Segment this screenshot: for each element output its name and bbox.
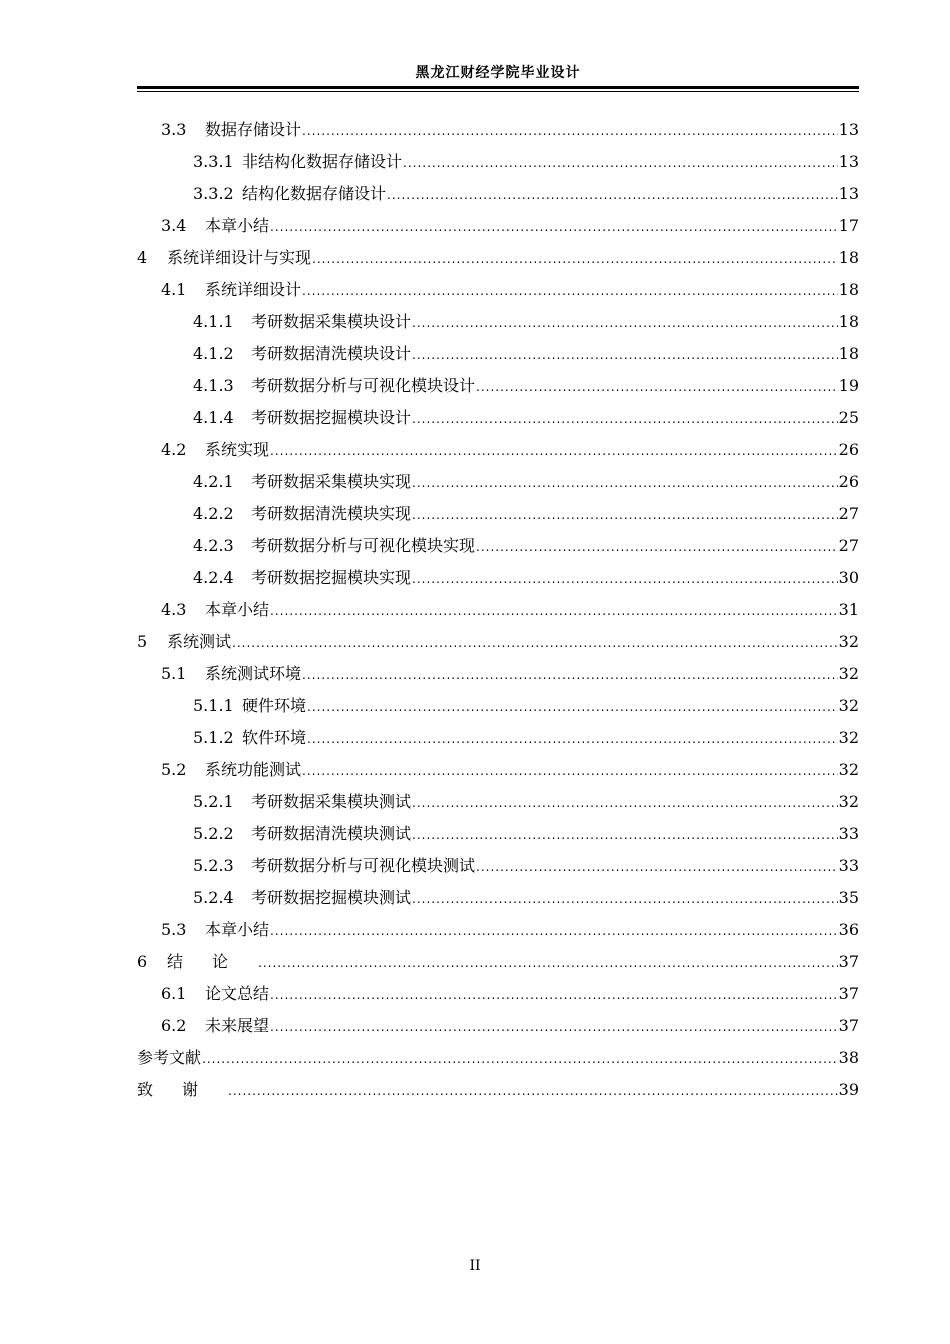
toc-dot-leader bbox=[258, 947, 838, 979]
toc-entry-page: 13 bbox=[838, 152, 859, 171]
toc-entry-page: 26 bbox=[838, 472, 859, 491]
toc-dot-leader bbox=[232, 627, 838, 659]
toc-entry[interactable] bbox=[137, 850, 859, 882]
toc-entry-page: 13 bbox=[838, 184, 859, 203]
toc-entry-page: 37 bbox=[838, 984, 859, 1003]
toc-entry-page: 33 bbox=[838, 856, 859, 875]
toc-entry-number: 5.1.1 bbox=[193, 696, 234, 715]
toc-entry-page: 37 bbox=[838, 952, 859, 971]
toc-entry-page: 18 bbox=[838, 312, 859, 331]
toc-entry-page: 25 bbox=[838, 408, 859, 427]
toc-entry-title: 考研数据采集模块设计 bbox=[251, 312, 412, 331]
toc-dot-leader bbox=[412, 499, 838, 531]
toc-entry-number: 5.2.1 bbox=[193, 792, 234, 811]
toc-entry-number: 6 bbox=[137, 952, 148, 971]
toc-dot-leader bbox=[270, 435, 838, 467]
toc-dot-leader bbox=[412, 819, 838, 851]
toc-entry[interactable] bbox=[137, 1042, 859, 1074]
toc-entry[interactable] bbox=[137, 114, 859, 146]
header-rule-thin bbox=[137, 91, 859, 92]
toc-entry[interactable] bbox=[137, 754, 859, 786]
toc-dot-leader bbox=[302, 755, 838, 787]
toc-entry-number: 4.1 bbox=[161, 280, 187, 299]
toc-entry-page: 32 bbox=[838, 664, 859, 683]
toc-entry-title: 系统测试 bbox=[167, 632, 232, 651]
toc-entry[interactable] bbox=[137, 466, 859, 498]
toc-entry-page: 18 bbox=[838, 344, 859, 363]
toc-entry-number: 3.3 bbox=[161, 120, 187, 139]
toc-entry-title: 本章小结 bbox=[205, 920, 270, 939]
toc-entry[interactable] bbox=[137, 786, 859, 818]
toc-entry-page: 32 bbox=[838, 632, 859, 651]
toc-dot-leader bbox=[302, 659, 838, 691]
toc-entry-page: 35 bbox=[838, 888, 859, 907]
toc-entry-number: 5.2.2 bbox=[193, 824, 234, 843]
toc-dot-leader bbox=[476, 851, 838, 883]
toc-entry[interactable] bbox=[137, 178, 859, 210]
toc-dot-leader bbox=[412, 403, 838, 435]
toc-entry[interactable] bbox=[137, 594, 859, 626]
toc-entry-page: 30 bbox=[838, 568, 859, 587]
toc-dot-leader bbox=[412, 339, 838, 371]
toc-entry-title: 考研数据采集模块测试 bbox=[251, 792, 412, 811]
toc-dot-leader bbox=[302, 275, 838, 307]
toc-entry-title: 系统详细设计与实现 bbox=[167, 248, 312, 267]
toc-entry-page: 18 bbox=[838, 248, 859, 267]
toc-dot-leader bbox=[270, 595, 838, 627]
toc-entry-title: 硬件环境 bbox=[242, 696, 307, 715]
toc-entry-number: 3.3.1 bbox=[193, 152, 234, 171]
toc-entry-page: 17 bbox=[838, 216, 859, 235]
toc-entry-page: 19 bbox=[838, 376, 859, 395]
toc-entry-number: 5.2.3 bbox=[193, 856, 234, 875]
toc-entry-title: 考研数据采集模块实现 bbox=[251, 472, 412, 491]
toc-entry[interactable] bbox=[137, 498, 859, 530]
toc-entry-title: 结论 bbox=[167, 952, 258, 971]
toc-entry-number: 4 bbox=[137, 248, 148, 267]
toc-entry-page: 27 bbox=[838, 504, 859, 523]
toc-entry-page: 39 bbox=[838, 1080, 859, 1099]
toc-entry-page: 13 bbox=[838, 120, 859, 139]
toc-entry[interactable] bbox=[137, 210, 859, 242]
toc-entry[interactable] bbox=[137, 658, 859, 690]
toc-dot-leader bbox=[387, 179, 838, 211]
toc-entry-title: 考研数据清洗模块测试 bbox=[251, 824, 412, 843]
toc-entry[interactable] bbox=[137, 1074, 859, 1106]
toc-dot-leader bbox=[307, 723, 838, 755]
toc-entry-page: 36 bbox=[838, 920, 859, 939]
toc-entry-number: 5.1 bbox=[161, 664, 187, 683]
toc-entry-number: 4.2.4 bbox=[193, 568, 234, 587]
toc-entry-number: 4.1.1 bbox=[193, 312, 234, 331]
toc-entry-title: 考研数据挖掘模块测试 bbox=[251, 888, 412, 907]
toc-entry-page: 33 bbox=[838, 824, 859, 843]
toc-entry[interactable] bbox=[137, 306, 859, 338]
toc-entry-number: 5.2 bbox=[161, 760, 187, 779]
toc-entry-number: 4.1.4 bbox=[193, 408, 234, 427]
toc-entry-title: 未来展望 bbox=[205, 1016, 270, 1035]
toc-entry-title: 非结构化数据存储设计 bbox=[242, 152, 403, 171]
toc-entry[interactable] bbox=[137, 946, 859, 978]
toc-dot-leader bbox=[412, 563, 838, 595]
toc-entry[interactable] bbox=[137, 530, 859, 562]
toc-entry-number: 3.4 bbox=[161, 216, 187, 235]
table-of-contents bbox=[137, 114, 859, 1106]
toc-dot-leader bbox=[412, 307, 838, 339]
toc-entry[interactable] bbox=[137, 146, 859, 178]
toc-dot-leader bbox=[403, 147, 838, 179]
toc-entry[interactable] bbox=[137, 370, 859, 402]
toc-entry[interactable] bbox=[137, 818, 859, 850]
toc-dot-leader bbox=[270, 979, 838, 1011]
toc-dot-leader bbox=[412, 467, 838, 499]
toc-entry-number: 4.1.2 bbox=[193, 344, 234, 363]
toc-entry-page: 38 bbox=[838, 1048, 859, 1067]
toc-entry[interactable] bbox=[137, 402, 859, 434]
toc-entry-title: 考研数据分析与可视化模块实现 bbox=[251, 536, 476, 555]
toc-entry-title: 软件环境 bbox=[242, 728, 307, 747]
toc-entry-page: 31 bbox=[838, 600, 859, 619]
toc-entry-number: 6.2 bbox=[161, 1016, 187, 1035]
toc-entry-title: 数据存储设计 bbox=[205, 120, 302, 139]
toc-entry[interactable] bbox=[137, 690, 859, 722]
toc-entry-page: 27 bbox=[838, 536, 859, 555]
toc-entry-number: 5.3 bbox=[161, 920, 187, 939]
toc-entry-title: 参考文献 bbox=[137, 1048, 202, 1067]
toc-entry[interactable] bbox=[137, 626, 859, 658]
toc-entry-title: 考研数据分析与可视化模块测试 bbox=[251, 856, 476, 875]
toc-entry-title: 系统功能测试 bbox=[205, 760, 302, 779]
toc-entry-page: 32 bbox=[838, 792, 859, 811]
toc-entry-number: 3.3.2 bbox=[193, 184, 234, 203]
toc-entry[interactable] bbox=[137, 274, 859, 306]
toc-entry-page: 32 bbox=[838, 728, 859, 747]
toc-entry-title: 结构化数据存储设计 bbox=[242, 184, 387, 203]
toc-entry[interactable] bbox=[137, 1010, 859, 1042]
toc-entry[interactable] bbox=[137, 338, 859, 370]
toc-entry-number: 5.2.4 bbox=[193, 888, 234, 907]
toc-entry-number: 5 bbox=[137, 632, 148, 651]
toc-entry-title: 考研数据挖掘模块设计 bbox=[251, 408, 412, 427]
toc-entry-page: 37 bbox=[838, 1016, 859, 1035]
toc-entry[interactable] bbox=[137, 562, 859, 594]
toc-entry-number: 4.2 bbox=[161, 440, 187, 459]
toc-entry-page: 32 bbox=[838, 760, 859, 779]
page-number: II bbox=[469, 1258, 481, 1274]
toc-dot-leader bbox=[270, 915, 838, 947]
toc-entry-page: 32 bbox=[838, 696, 859, 715]
toc-entry-page: 26 bbox=[838, 440, 859, 459]
toc-entry-title: 本章小结 bbox=[205, 216, 270, 235]
toc-entry-title: 致谢 bbox=[137, 1080, 228, 1099]
toc-entry-number: 4.2.2 bbox=[193, 504, 234, 523]
toc-entry-number: 4.3 bbox=[161, 600, 187, 619]
toc-entry-number: 4.2.1 bbox=[193, 472, 234, 491]
toc-entry-number: 4.2.3 bbox=[193, 536, 234, 555]
toc-entry-number: 4.1.3 bbox=[193, 376, 234, 395]
toc-entry-title: 系统实现 bbox=[205, 440, 270, 459]
toc-entry-title: 考研数据清洗模块设计 bbox=[251, 344, 412, 363]
toc-dot-leader bbox=[302, 115, 838, 147]
toc-entry[interactable] bbox=[137, 882, 859, 914]
toc-dot-leader bbox=[312, 243, 838, 275]
toc-dot-leader bbox=[270, 211, 838, 243]
toc-entry[interactable] bbox=[137, 722, 859, 754]
toc-entry[interactable] bbox=[137, 242, 859, 274]
toc-entry[interactable] bbox=[137, 978, 859, 1010]
toc-entry-title: 考研数据分析与可视化模块设计 bbox=[251, 376, 476, 395]
toc-entry-title: 本章小结 bbox=[205, 600, 270, 619]
toc-entry-title: 考研数据清洗模块实现 bbox=[251, 504, 412, 523]
toc-entry-title: 系统测试环境 bbox=[205, 664, 302, 683]
toc-dot-leader bbox=[270, 1011, 838, 1043]
toc-entry-page: 18 bbox=[838, 280, 859, 299]
toc-entry-number: 5.1.2 bbox=[193, 728, 234, 747]
toc-dot-leader bbox=[476, 371, 838, 403]
toc-entry-title: 论文总结 bbox=[205, 984, 270, 1003]
toc-dot-leader bbox=[476, 531, 838, 563]
toc-entry[interactable] bbox=[137, 914, 859, 946]
toc-dot-leader bbox=[228, 1075, 838, 1107]
running-header: 黑龙江财经学院毕业设计 bbox=[415, 65, 581, 81]
toc-dot-leader bbox=[202, 1043, 838, 1075]
toc-entry-number: 6.1 bbox=[161, 984, 187, 1003]
toc-dot-leader bbox=[307, 691, 838, 723]
toc-entry[interactable] bbox=[137, 434, 859, 466]
header-rule-thick bbox=[137, 86, 859, 89]
toc-entry-title: 考研数据挖掘模块实现 bbox=[251, 568, 412, 587]
toc-dot-leader bbox=[412, 883, 838, 915]
toc-dot-leader bbox=[412, 787, 838, 819]
toc-entry-title: 系统详细设计 bbox=[205, 280, 302, 299]
